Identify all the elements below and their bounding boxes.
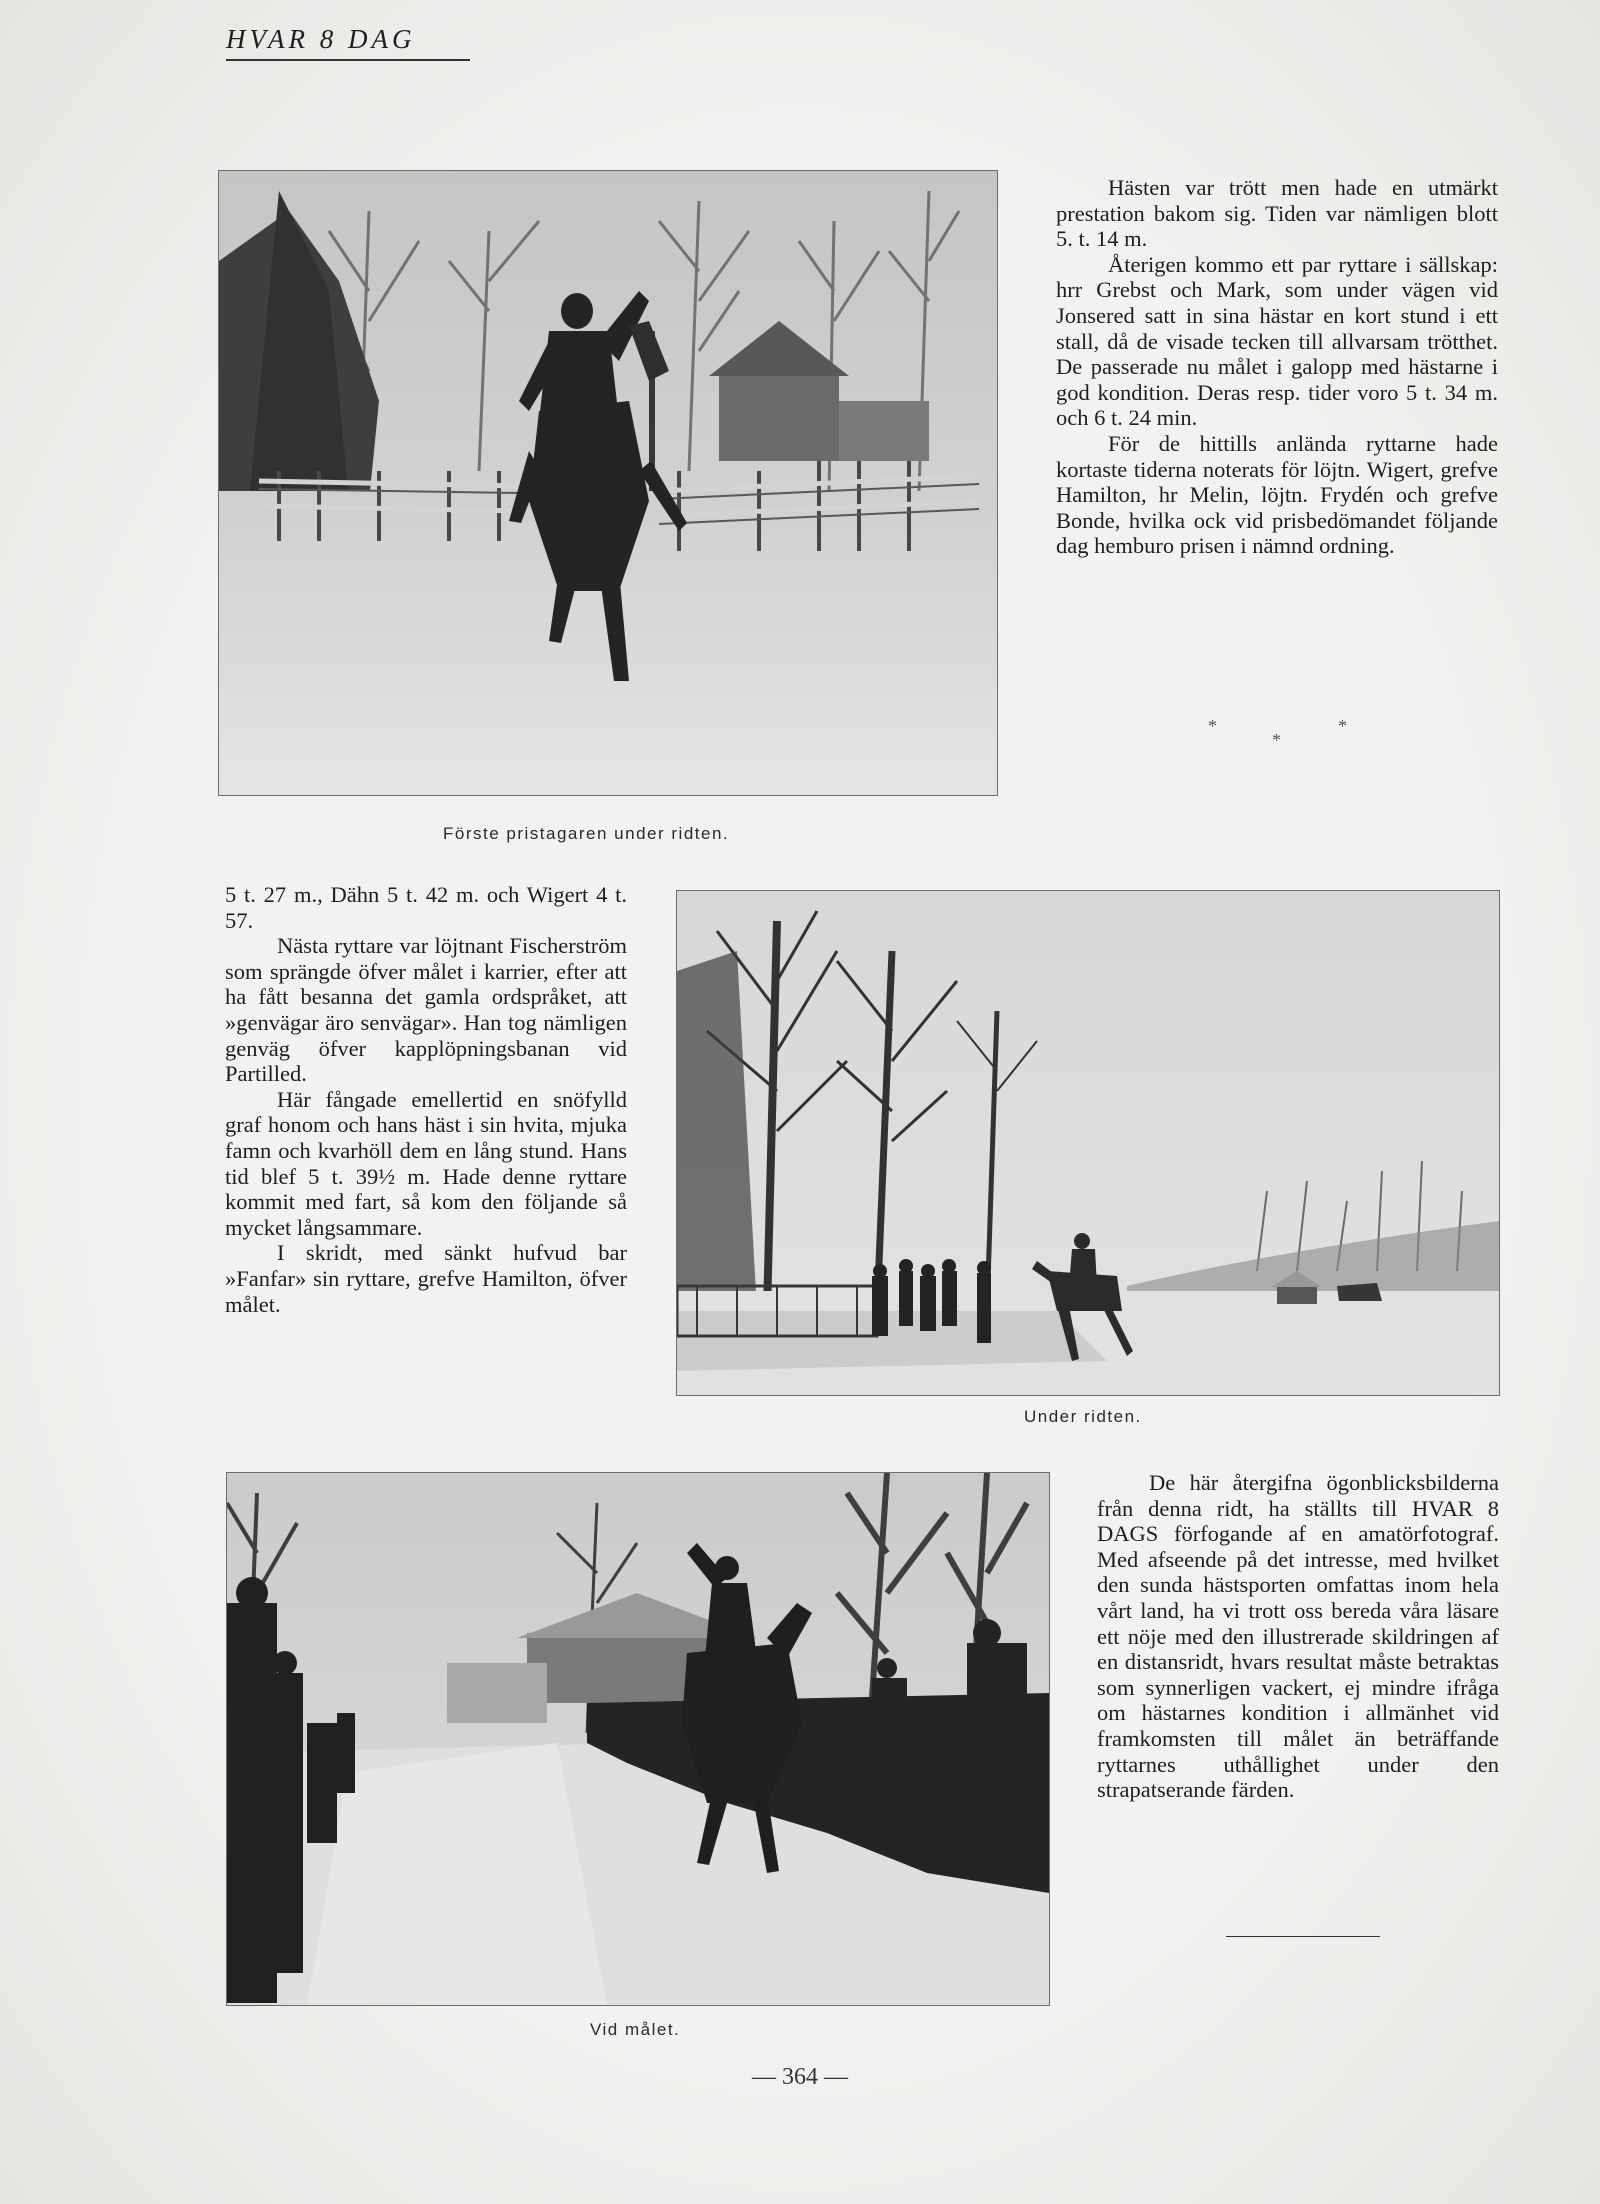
asterism-star: *: [1208, 716, 1217, 736]
photo-first-prizewinner-image: [219, 171, 997, 795]
asterism-star: *: [1338, 716, 1347, 736]
caption-at-finish: Vid målet.: [590, 2020, 681, 2039]
paragraph: 5 t. 27 m., Dähn 5 t. 42 m. och Wigert 4 t. 57.: [225, 882, 627, 933]
paragraph: Här fångade emellertid en snöfylld graf honom och hans häst i sin hvita, mjuka famn och kvarhöll dem en lång stund. Hans tid blef 5 t. 39½ m. Hade denne ryttare kommit med fart, så kom den följande så mycket långsammare.: [225, 1086, 627, 1240]
section-end-rule: [1226, 1936, 1380, 1937]
photo-at-finish-image: [227, 1473, 1049, 2005]
paragraph: I skridt, med sänkt hufvud bar »Fanfar» sin ryttare, grefve Hamilton, öfver målet.: [225, 1240, 627, 1317]
paragraph: De här återgifna ögonblicksbilderna från denna ridt, ha ställts till HVAR 8 DAGS förfogande af en amatörfotograf. Med afseende på det intresse, med hvilket den sunda hästsporten omfattas inom hela vårt land, ha vi trott oss bereda våra läsare ett nöje med den illustrerade skildringen af en distansridt, hvars resultat måste betraktas som synnerligen vackert, ej mindre ifråga om hästarnes kondition i allmänhet vid framkomsten till målet än beträffande ryttarnes uthållighet under den strapatserande färden.: [1097, 1470, 1499, 1803]
paragraph: För de hittills anlända ryttarne hade kortaste tiderna noterats för löjtn. Wigert, grefve Hamilton, hr Melin, löjtn. Frydén och grefve Bonde, hvilka ock vid prisbedömandet följande dag hemburo prisen i nämnd ordning.: [1056, 430, 1498, 559]
paragraph: Hästen var trött men hade en utmärkt prestation bakom sig. Tiden var nämligen blott 5. t. 14 m.: [1056, 175, 1498, 252]
page-number: — 364 —: [752, 2064, 848, 2090]
text-column-bottom-right: [1097, 1470, 1499, 1803]
text-column-top-right: [1056, 175, 1498, 559]
caption-first-prizewinner: Förste pristagaren under ridten.: [443, 824, 730, 843]
paragraph: Nästa ryttare var löjtnant Fischerström som sprängde öfver målet i karrier, efter att ha fått besanna det gamla ordspråket, att »genvägar äro senvägar». Han tog nämligen genväg öfver kapplöpningsbanan vid Partilled.: [225, 933, 627, 1087]
paragraph: Återigen kommo ett par ryttare i sällskap: hrr Grebst och Mark, som under vägen vid Jonsered satt in sina hästar en kort stund i ett stall, då de visade tecken till allvarsam trötthet. De passerade nu målet i galopp med hästarne i god kondition. Deras resp. tider voro 5 t. 34 m. och 6 t. 24 min.: [1056, 251, 1498, 431]
asterism-ornament-center: *: [1272, 730, 1281, 750]
photo-first-prizewinner: [218, 170, 998, 796]
running-head: HVAR 8 DAG: [226, 24, 470, 61]
text-column-middle-left: [225, 882, 627, 1317]
photo-at-finish: [226, 1472, 1050, 2006]
photo-under-ride-image: [677, 891, 1499, 1395]
photo-under-ride: [676, 890, 1500, 1396]
caption-under-ride: Under ridten.: [1024, 1407, 1142, 1426]
